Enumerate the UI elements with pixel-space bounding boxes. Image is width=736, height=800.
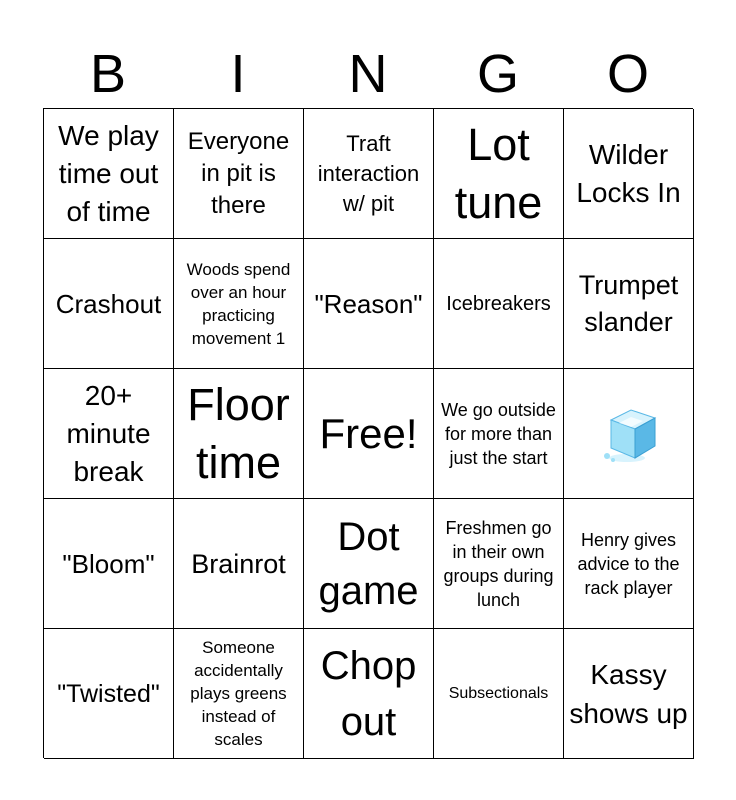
header-letter-g: G [476,44,519,104]
cell-label: Dot game [318,514,419,613]
bingo-cell-r2c1[interactable] [44,239,174,369]
bingo-cell-r3c5[interactable] [564,369,694,499]
cell-label: 20+ minute break [66,379,151,487]
cell-label: Floor time [187,378,290,488]
header-letter-n: N [348,44,388,104]
bingo-cell-r4c5[interactable] [564,499,694,629]
cell-label: Crashout [55,288,162,319]
bingo-cell-r4c3[interactable] [304,499,434,629]
bingo-cell-r5c3[interactable] [304,629,434,759]
bingo-cell-r1c1[interactable] [44,109,174,239]
bingo-cell-r4c1[interactable] [44,499,174,629]
bingo-cell-r4c4[interactable] [434,499,564,629]
bingo-cell-r2c5[interactable] [564,239,694,369]
cell-label: We go outside for more than just the start [441,399,556,468]
bingo-cell-r5c2[interactable] [174,629,304,759]
cell-label: "Reason" [314,288,423,319]
bingo-cell-r2c3[interactable] [304,239,434,369]
cell-label: Freshmen go in their own groups during lunch [443,517,554,610]
cell-label: Free! [319,409,418,457]
bingo-cell-r3c4[interactable] [434,369,564,499]
ice-cube-icon [597,402,661,466]
cell-label: Icebreakers [446,292,551,315]
bingo-board [43,108,693,758]
cell-label: We play time out of time [58,119,159,227]
cell-label: Henry gives advice to the rack player [577,529,680,598]
cell-label: Everyone in pit is there [187,127,290,219]
cell-label: Subsectionals [448,684,549,702]
bingo-cell-r2c4[interactable] [434,239,564,369]
cell-label: Lot tune [454,118,543,228]
cell-label: Someone accidentally plays greens instead of scales [190,638,287,749]
bingo-cell-r1c4[interactable] [434,109,564,239]
bingo-cell-r5c4[interactable] [434,629,564,759]
bingo-cell-r1c5[interactable] [564,109,694,239]
cell-label: "Bloom" [62,548,155,579]
cell-label: Woods spend over an hour practicing movement 1 [186,259,291,348]
header-letter-o: O [606,44,649,104]
cell-label: Wilder Locks In [576,138,681,208]
bingo-cell-r4c2[interactable] [174,499,304,629]
bingo-cell-r1c2[interactable] [174,109,304,239]
bingo-cell-r3c3[interactable] [304,369,434,499]
bingo-cell-r2c2[interactable] [174,239,304,369]
bingo-cell-r3c2[interactable] [174,369,304,499]
cell-label: Kassy shows up [569,658,688,729]
header-letter-b: B [89,44,127,104]
cell-label: Trumpet slander [578,269,679,337]
bingo-cell-r3c1[interactable] [44,369,174,499]
cell-label: Brainrot [191,548,286,579]
bingo-cell-r5c1[interactable] [44,629,174,759]
cell-label: "Twisted" [57,679,160,708]
cell-label: Traft interaction w/ pit [317,130,420,216]
bingo-cell-r5c5[interactable] [564,629,694,759]
bingo-cell-r1c3[interactable] [304,109,434,239]
bingo-header [43,40,693,108]
header-letter-i: I [230,44,246,104]
cell-label: Chop out [320,643,417,744]
